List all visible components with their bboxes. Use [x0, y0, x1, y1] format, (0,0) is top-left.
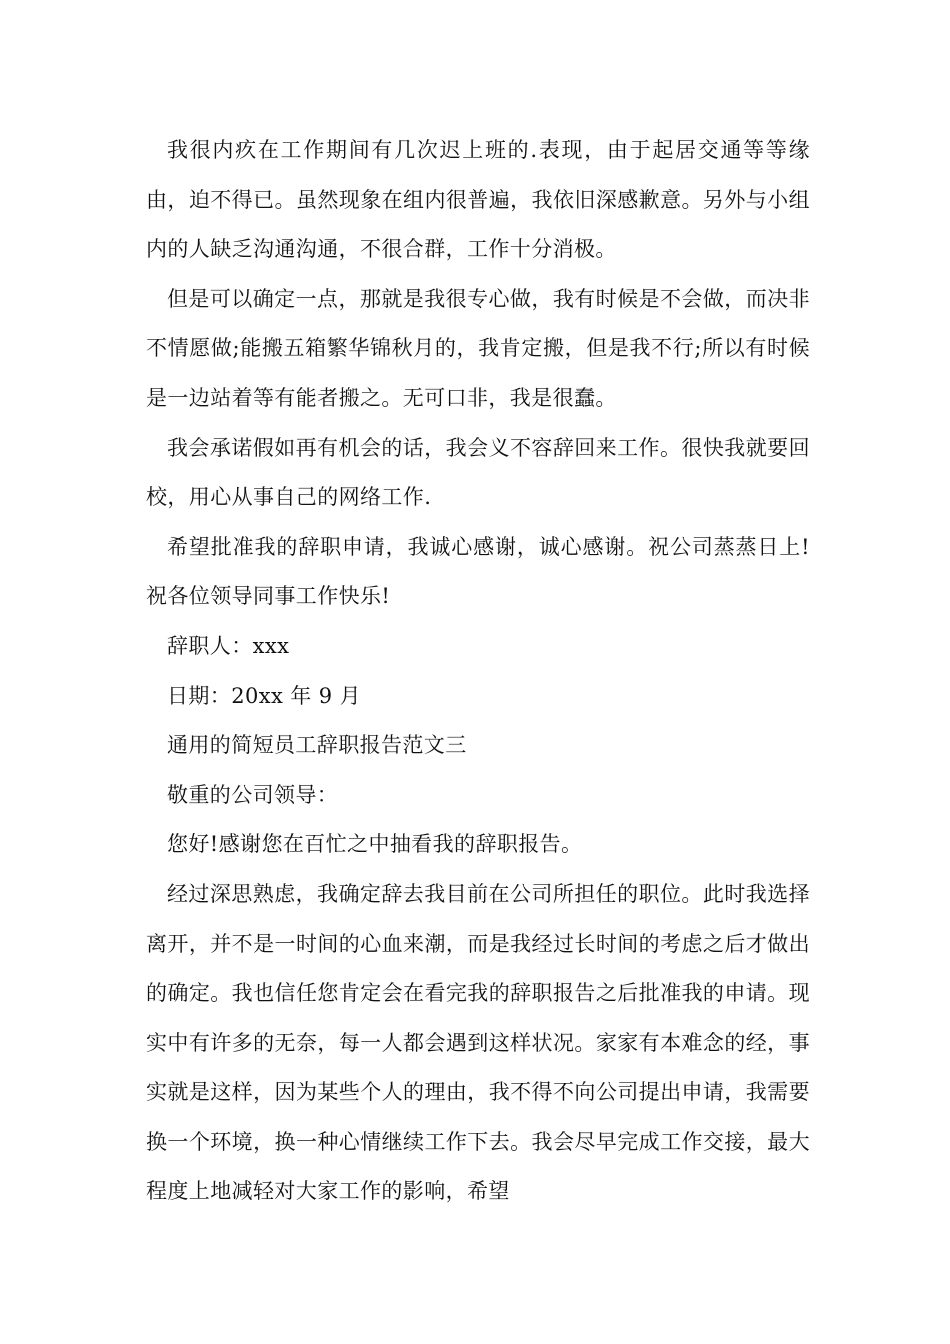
resigner-line: 辞职人：xxx: [167, 633, 290, 658]
section-title: 通用的简短员工辞职报告范文三: [167, 733, 467, 758]
date-line: 日期：20xx 年 9 月: [167, 683, 361, 708]
paragraph-wishes: 希望批准我的辞职申请，我诚心感谢，诚心感谢。祝公司蒸蒸日上!祝各位领导同事工作快乐!: [146, 534, 810, 609]
greeting: 您好!感谢您在百忙之中抽看我的辞职报告。: [167, 832, 583, 857]
salutation: 敬重的公司领导：: [167, 782, 339, 807]
paragraph-promise: 我会承诺假如再有机会的话，我会义不容辞回来工作。很快我就要回校，用心从事自己的网络工作.: [146, 435, 810, 510]
paragraph-lateness-apology: 我很内疚在工作期间有几次迟上班的.表现，由于起居交通等等缘由，迫不得已。虽然现象在组内很普遍，我依旧深感歉意。另外与小组内的人缺乏沟通沟通，不很合群，工作十分消极。: [146, 138, 810, 262]
document-body: [146, 126, 810, 1217]
paragraph-decision: 经过深思熟虑，我确定辞去我目前在公司所担任的职位。此时我选择离开，并不是一时间的心血来潮，而是我经过长时间的考虑之后才做出的确定。我也信任您肯定会在看完我的辞职报告之后批准我的申请。现实中有许多的无奈，每一人都会遇到这样状况。家家有本难念的经，事实就是这样，因为某些个人的理由，我不得不向公司提出申请，我需要换一个环境，换一种心情继续工作下去。我会尽早完成工作交接，最大程度上地减轻对大家工作的影响，希望: [146, 881, 810, 1204]
paragraph-effort: 但是可以确定一点，那就是我很专心做，我有时候是不会做，而决非不情愿做;能搬五箱繁华锦秋月的，我肯定搬，但是我不行;所以有时候是一边站着等有能者搬之。无可口非，我是很蠢。: [146, 286, 810, 410]
